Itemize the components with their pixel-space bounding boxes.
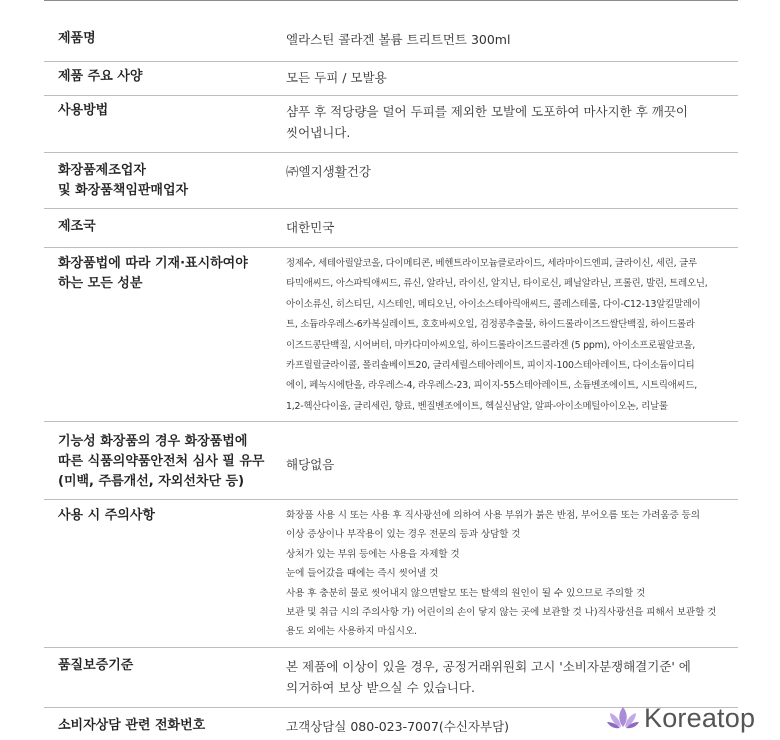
product-info-table: [44, 0, 738, 740]
row-label: 제조국: [58, 219, 96, 234]
row-value: ㈜엘지생활건강: [286, 164, 371, 179]
brand-watermark: [606, 702, 776, 734]
row-label: 사용방법: [58, 103, 109, 118]
row-value: 고객상담실 080-023-7007(수신자부담): [286, 719, 510, 734]
row-value: 엘라스틴 콜라겐 볼륨 트리트먼트 300ml: [286, 32, 511, 47]
row-label: 기능성 화장품의 경우 화장품법에 따른 식품의약품안전처 심사 필 유무 (미백, 주름개선, 자외선차단 등): [58, 434, 265, 489]
row-ingredients: [44, 248, 738, 422]
row-label: 품질보증기준: [58, 658, 134, 673]
row-value: 모든 두피 / 모발용: [286, 70, 387, 85]
brand-name: Koreatop: [644, 702, 756, 733]
row-value: 화장품 사용 시 또는 사용 후 직사광선에 의하여 사용 부위가 붉은 반점, 부어오름 또는 가려움증 등의 이상 증상이나 부작용이 있는 경우 전문의 등과 상담할 것 상처가 있는 부위 등에는 사용을 자제할 것 눈에 들어갔을 때에는 즉시 씻어낼 것 사용 후 충분히 물로 씻어내지 않으면탈모 또는 탈색의 원인이 될 수 있으므로 주의할 것 보관 및 취급 시의 주의사항 가) 어린이의 손이 닿지 않는 곳에 보관할 것 나)직사광선을 피해서 보관할 것 용도 외에는 사용하지 마십시오.: [286, 510, 717, 638]
row-label: 화장품법에 따라 기재·표시하여야 하는 모든 성분: [58, 256, 248, 291]
row-functional-review: [44, 422, 738, 500]
row-caution: [44, 500, 738, 648]
row-value: 본 제품에 이상이 있을 경우, 공정거래위원회 고시 '소비자분쟁해결기준' 에 의거하여 보상 받으실 수 있습니다.: [286, 659, 691, 695]
row-label: 사용 시 주의사항: [58, 508, 155, 523]
row-value: 정제수, 세테아릴알코올, 다이메티콘, 베헨트라이모늄클로라이드, 세라마이드엔피, 글라이신, 세린, 글루 타믹애씨드, 아스파틱애씨드, 류신, 알라닌, 라이신, 알지닌, 타이로신, 페닐알라닌, 프롤린, 발린, 트레오닌, 아이소류신, 히스티딘, 시스테인, 메티오닌, 아이소스테아릭애씨드, 콜레스테롤, 다이-C12-13알킬말레이 트, 소듐라우레스-6카복실레이트, 호호바씨오일, 검정콩추출물, 하이드롤라이즈드쌀단백질, 하이드롤라 이즈드콩단백질, 시어버터, 마카다미아씨오일, 하이드롤라이즈드콜라겐 (5 ppm), 아이소프로필알코올, 카프릴릴글라이콜, 폴리솔베이트20, 글리세릴스테아레이트, 피이지-100스테아레이트, 다이소듐이디티 에이, 페녹시에탄올, 라우레스-4, 라우레스-23, 피이지-55스테아레이트, 소듐벤조에이트, 시트릭애씨드, 1,2-헥산다이올, 글리세린, 향료, 벤질벤조에이트, 헥실신남알, 알파-아이소메틸아이오논, 리날룰: [286, 258, 708, 412]
row-label: 소비자상담 관련 전화번호: [58, 718, 206, 733]
row-product-name: [44, 0, 738, 62]
row-quality: [44, 648, 738, 708]
row-manufacturer: [44, 153, 738, 209]
row-label: 제품 주요 사양: [58, 69, 143, 84]
row-country: [44, 209, 738, 248]
row-label: 제품명: [58, 31, 96, 46]
row-value: 해당없음: [286, 457, 335, 472]
row-usage: [44, 96, 738, 153]
row-value: 대한민국: [286, 220, 335, 235]
row-label: 화장품제조업자 및 화장품책임판매업자: [58, 163, 189, 198]
row-main-spec: [44, 62, 738, 96]
lotus-icon: [606, 705, 640, 731]
row-value: 샴푸 후 적당량을 덜어 두피를 제외한 모발에 도포하여 마사지한 후 깨끗이 씻어냅니다.: [286, 104, 688, 140]
